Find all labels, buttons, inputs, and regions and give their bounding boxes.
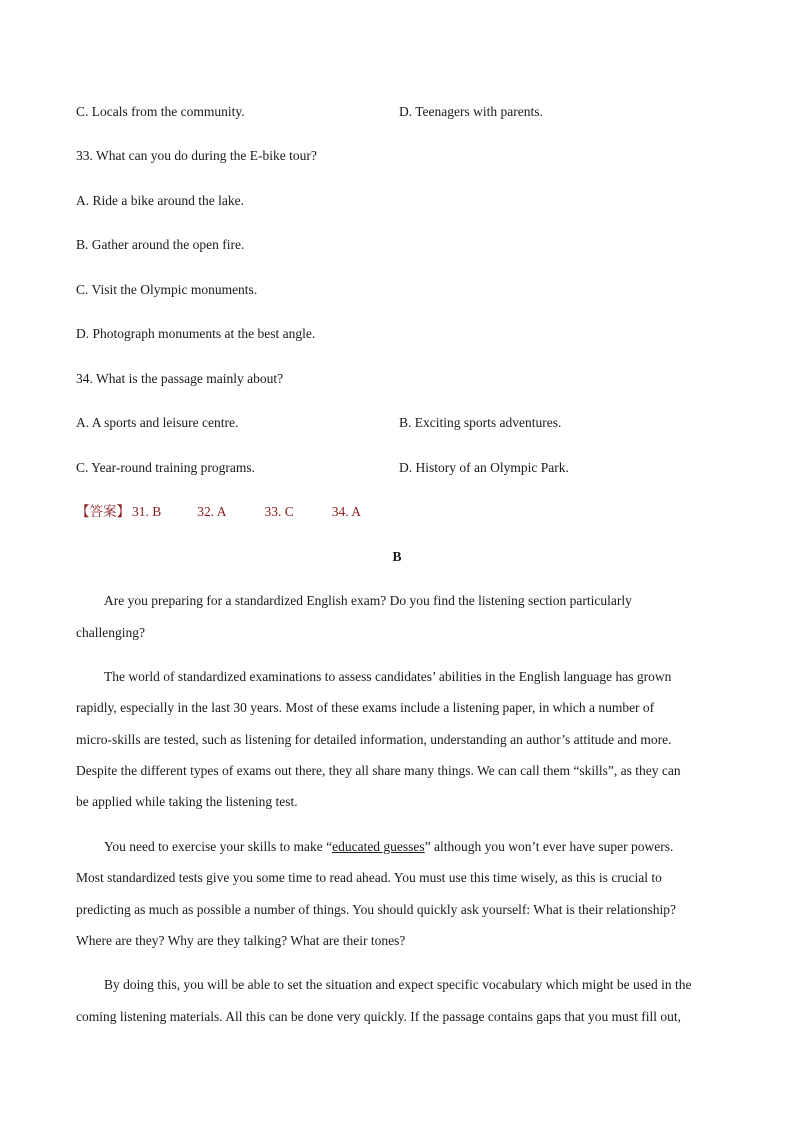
underlined-phrase: educated guesses	[332, 839, 425, 854]
option-34a: A. A sports and leisure centre.	[76, 415, 239, 430]
passage-p4-line1: By doing this, you will be able to set the situation and expect specific vocabulary which might be used in the	[104, 977, 692, 992]
passage-p4-line2: coming listening materials. All this can be done very quickly. If the passage contains gaps that you must fill out,	[76, 1009, 682, 1024]
option-33c: C. Visit the Olympic monuments.	[76, 282, 258, 297]
passage-p2-line4: Despite the different types of exams out there, they all share many things. We can call them “skills”, as they can	[76, 763, 681, 778]
passage-p1-line1: Are you preparing for a standardized English exam? Do you find the listening section particularly	[104, 593, 632, 608]
answer-key	[76, 504, 361, 520]
answer-31: 31. B	[132, 504, 162, 519]
passage-p1-line2: challenging?	[76, 625, 145, 640]
passage-p3-line4: Where are they? Why are they talking? What are their tones?	[76, 933, 406, 948]
answer-34: 34. A	[331, 504, 362, 519]
option-34d: D. History of an Olympic Park.	[399, 460, 569, 475]
passage-p3-line2: Most standardized tests give you some time to read ahead. You must use this time wisely, as this is crucial to	[76, 870, 662, 885]
answer-33: 33. C	[264, 504, 294, 519]
section-title: B	[392, 549, 402, 564]
passage-p3-line1-pre: You need to exercise your skills to make “	[104, 839, 333, 854]
passage-p3-line1	[76, 839, 744, 855]
passage-p2-line3: micro-skills are tested, such as listening for detailed information, understanding an author’s attitude and more.	[76, 732, 672, 747]
option-32c: C. Locals from the community.	[76, 104, 245, 119]
passage-p2-line1: The world of standardized examinations to assess candidates’ abilities in the English language has grown	[104, 669, 672, 684]
answer-32: 32. A	[197, 504, 227, 519]
option-33d: D. Photograph monuments at the best angle.	[76, 326, 316, 341]
passage-p3-line1-post: ” although you won’t ever have super powers.	[424, 839, 674, 854]
passage-p3-line3: predicting as much as possible a number of things. You should quickly ask yourself: What is their relationship?	[76, 902, 677, 917]
option-33a: A. Ride a bike around the lake.	[76, 193, 244, 208]
question-34: 34. What is the passage mainly about?	[76, 371, 284, 386]
passage-p2-line5: be applied while taking the listening test.	[76, 794, 298, 809]
option-32d: D. Teenagers with parents.	[399, 104, 543, 119]
answer-label: 【答案】	[76, 504, 130, 519]
passage-p2-line2: rapidly, especially in the last 30 years. Most of these exams include a listening paper, in which a number of	[76, 700, 655, 715]
question-33: 33. What can you do during the E-bike tour?	[76, 148, 317, 163]
option-34b: B. Exciting sports adventures.	[399, 415, 562, 430]
option-33b: B. Gather around the open fire.	[76, 237, 245, 252]
option-34c: C. Year-round training programs.	[76, 460, 255, 475]
